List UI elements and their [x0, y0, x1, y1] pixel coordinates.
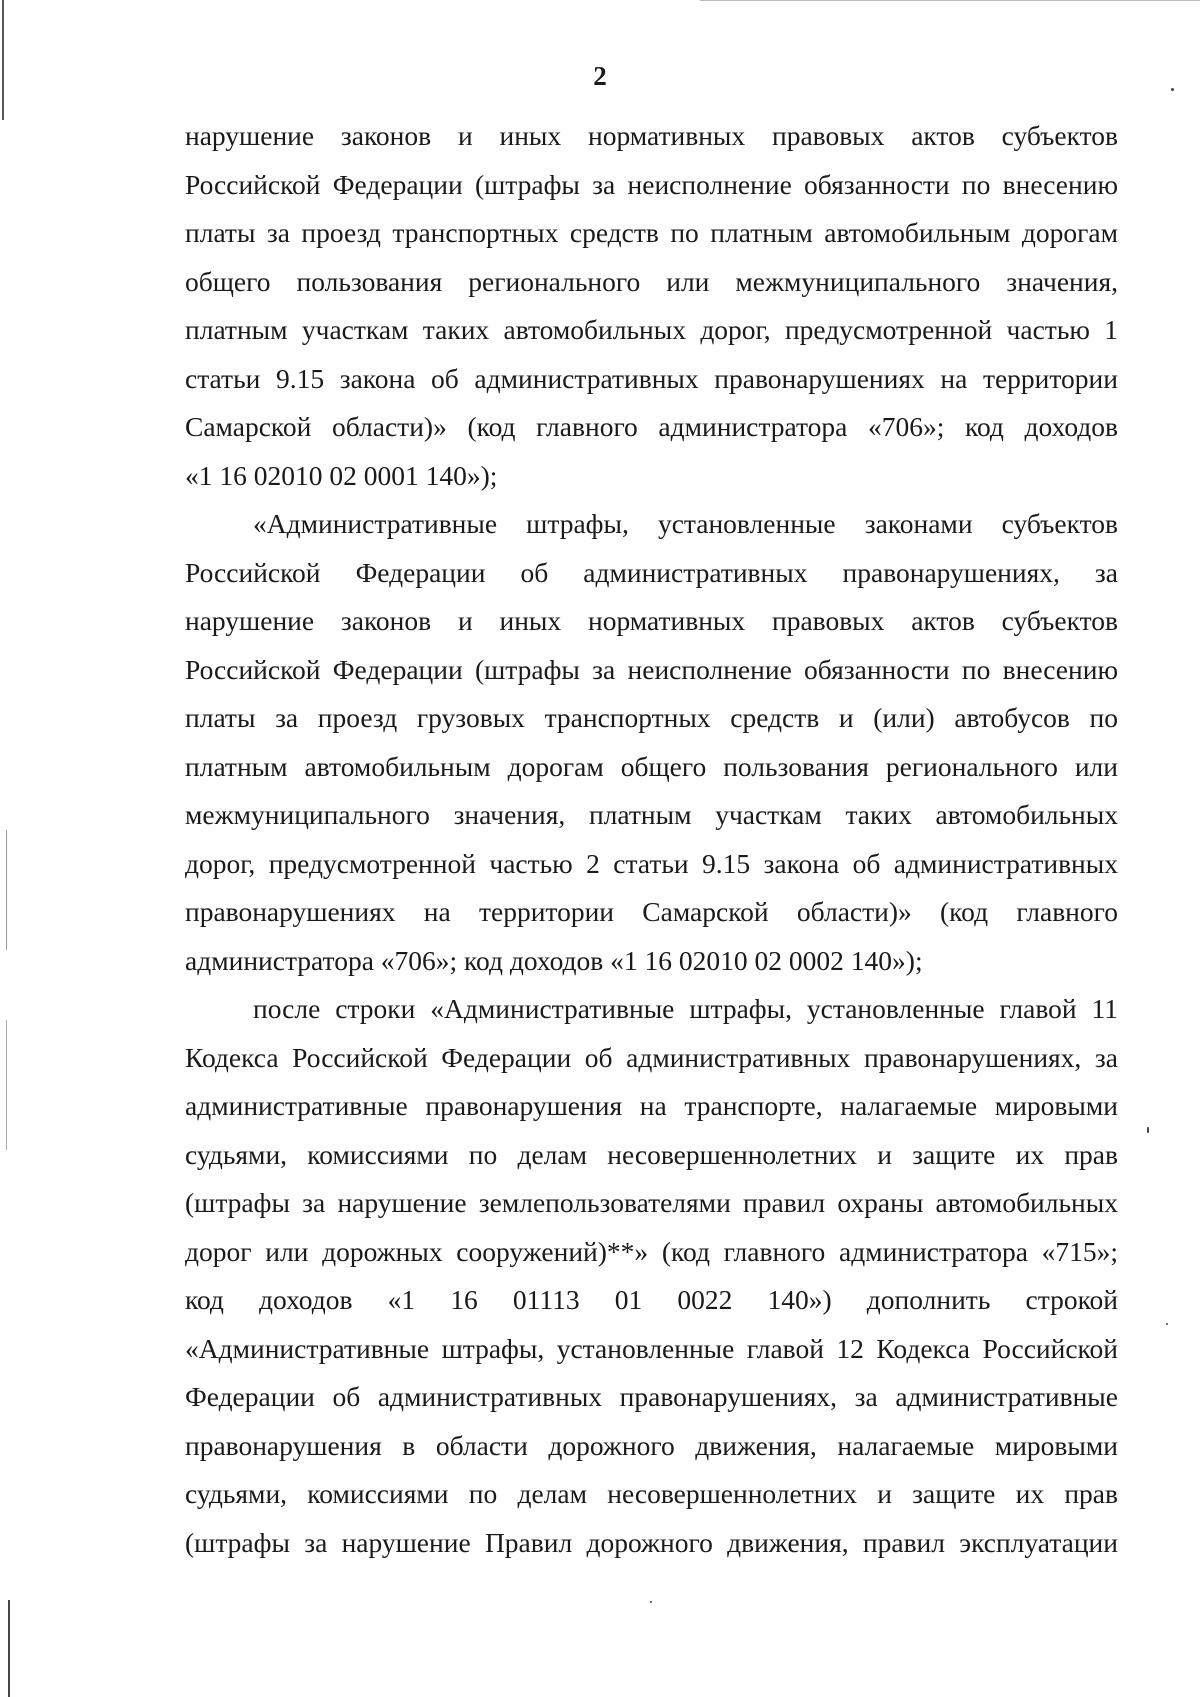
text-line: администратора «706»; код доходов «1 16 02010 02 0002 140»); — [185, 944, 923, 976]
text-line: Федерации об административных правонарушениях, за административные — [185, 1381, 1118, 1412]
text-line: общего пользования регионального или межмуниципального значения, — [185, 265, 1118, 297]
document-body — [185, 112, 1118, 1567]
text-line: Кодекса Российской Федерации об административных правонарушениях, за — [185, 1041, 1118, 1073]
scan-artifact — [700, 0, 1200, 1]
text-line: Российской Федерации (штрафы за неисполнение обязанности по внесению — [185, 168, 1118, 200]
text-line: нарушение законов и иных нормативных правовых актов субъектов — [185, 120, 1118, 151]
scan-speck — [650, 1601, 652, 1603]
scan-speck — [1147, 1127, 1149, 1133]
text-line: платным участкам таких автомобильных дорог, предусмотренной частью 1 — [185, 314, 1118, 345]
text-line: (штрафы за нарушение землепользователями правил охраны автомобильных — [185, 1187, 1118, 1218]
text-line: после строки «Административные штрафы, установленные главой 11 — [253, 993, 1118, 1024]
text-line: (штрафы за нарушение Правил дорожного движения, правил эксплуатации — [185, 1526, 1118, 1558]
text-line: платы за проезд грузовых транспортных средств и (или) автобусов по — [185, 702, 1118, 733]
text-line: код доходов «1 16 01113 01 0022 140») дополнить строкой — [185, 1284, 1118, 1315]
paragraph — [185, 985, 1118, 1567]
text-line: «Административные штрафы, установленные главой 12 Кодекса Российской — [185, 1332, 1118, 1364]
text-line: судьями, комиссиями по делам несовершеннолетних и защите их прав — [185, 1478, 1118, 1509]
text-line: статьи 9.15 закона об административных правонарушениях на территории — [185, 362, 1118, 394]
paragraph — [185, 500, 1118, 985]
scan-artifact — [6, 1020, 7, 1150]
text-line: правонарушениях на территории Самарской области)» (код главного — [185, 896, 1118, 927]
text-line: дорог, предусмотренной частью 2 статьи 9.15 закона об административных — [185, 847, 1118, 879]
text-line: «1 16 02010 02 0001 140»); — [185, 459, 498, 491]
text-line: правонарушения в области дорожного движения, налагаемые мировыми — [185, 1429, 1118, 1461]
text-line: Российской Федерации (штрафы за неисполнение обязанности по внесению — [185, 653, 1118, 685]
text-line: платы за проезд транспортных средств по платным автомобильным дорогам — [185, 217, 1118, 248]
text-line: Самарской области)» (код главного администратора «706»; код доходов — [185, 411, 1118, 442]
text-line: межмуниципального значения, платным участкам таких автомобильных — [185, 799, 1118, 830]
text-line: платным автомобильным дорогам общего пользования регионального или — [185, 750, 1118, 782]
scan-speck — [1166, 1323, 1168, 1325]
page-number: 2 — [593, 61, 607, 91]
text-line: дорог или дорожных сооружений)**» (код главного администратора «715»; — [185, 1235, 1118, 1267]
text-line: нарушение законов и иных нормативных правовых актов субъектов — [185, 605, 1118, 636]
text-line: «Административные штрафы, установленные законами субъектов — [253, 508, 1118, 539]
paragraph — [185, 112, 1118, 500]
text-line: административные правонарушения на транспорте, налагаемые мировыми — [185, 1090, 1118, 1121]
text-line: судьями, комиссиями по делам несовершеннолетних и защите их прав — [185, 1138, 1118, 1170]
scan-artifact — [6, 830, 7, 950]
text-line: Российской Федерации об административных правонарушениях, за — [185, 556, 1118, 588]
scan-artifact — [8, 1600, 10, 1697]
